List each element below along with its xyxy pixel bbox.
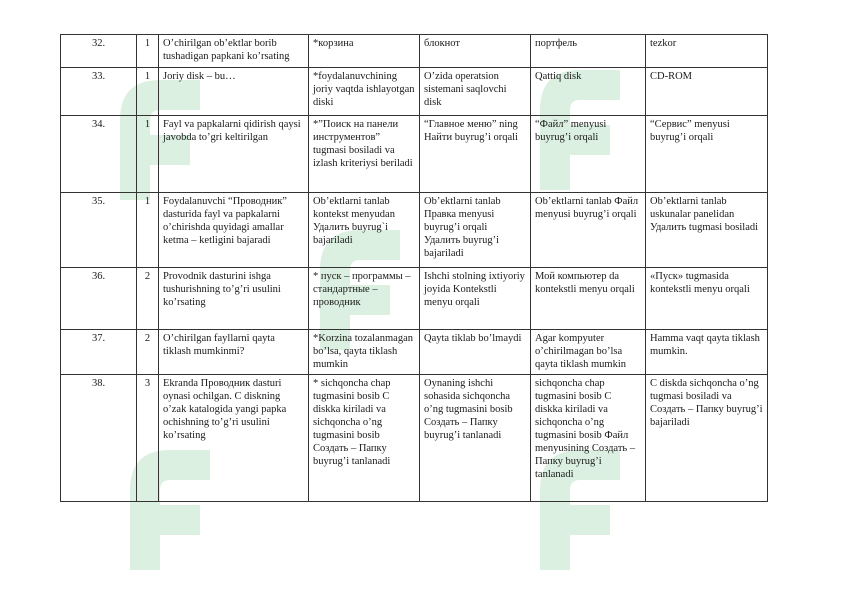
answer-option: Мой компьютер da kontekstli menyu orqali [531, 268, 646, 330]
answer-option: Ob’ektlarni tanlab Файл menyusi buyrug’i orqali [531, 193, 646, 268]
answer-option-correct: Ob’ektlarni tanlab kontekst menyudan Удалить buyrug`i bajariladi [309, 193, 420, 268]
question-row [61, 330, 768, 375]
answer-option-correct: * sichqoncha chap tugmasini bosib C diskka kiriladi va sichqoncha o’ng tugmasini bosib Создать – Папку buyrug’i tanlanadi [309, 375, 420, 502]
question-row [61, 116, 768, 193]
answer-option: O’zida operatsion sistemani saqlovchi disk [420, 68, 531, 116]
answer-option-correct: *корзина [309, 35, 420, 68]
answer-option: «Пуск» tugmasida kontekstli menyu orqali [646, 268, 768, 330]
question-number: 36. [61, 268, 137, 330]
question-text: Joriy disk – bu… [159, 68, 309, 116]
answer-option: Agar kompyuter o’chirilmagan bo’lsa qayta tiklash mumkin [531, 330, 646, 375]
answer-option: sichqoncha chap tugmasini bosib C diskka kiriladi va sichqoncha o’ng tugmasini bosib Файл menyusining Создать – Папку buyrug’i tanlanadi [531, 375, 646, 502]
answer-option: “Главное меню” ning Найти buyrug’i orqali [420, 116, 531, 193]
difficulty-level: 2 [137, 330, 159, 375]
question-text: O’chirilgan fayllarni qayta tiklash mumkinmi? [159, 330, 309, 375]
question-row [61, 268, 768, 330]
question-number: 38. [61, 375, 137, 502]
answer-option: Ob’ektlarni tanlab Правка menyusi buyrug’i orqali Удалить buyrug’i bajariladi [420, 193, 531, 268]
question-text: Fayl va papkalarni qidirish qaysi javobda to’gri keltirilgan [159, 116, 309, 193]
answer-option: Ishchi stolning ixtiyoriy joyida Kontekstli menyu orqali [420, 268, 531, 330]
difficulty-level: 1 [137, 116, 159, 193]
answer-option: блокнот [420, 35, 531, 68]
answer-option-correct: * пуск – программы – стандартные – проводник [309, 268, 420, 330]
answer-option: Oynaning ishchi sohasida sichqoncha o’ng tugmasini bosib Создать – Папку buyrug’i tanlanadi [420, 375, 531, 502]
difficulty-level: 1 [137, 68, 159, 116]
question-text: O’chirilgan ob’ektlar borib tushadigan papkani ko’rsating [159, 35, 309, 68]
answer-option: Ob’ektlarni tanlab uskunalar panelidan Удалить tugmasi bosiladi [646, 193, 768, 268]
answer-option: CD-ROM [646, 68, 768, 116]
questions-table [60, 34, 768, 502]
question-text: Ekranda Проводник dasturi oynasi ochilgan. C diskning o’zak katalogida yangi papka ochishning to’g’ri usulini ko’rsating [159, 375, 309, 502]
question-number: 35. [61, 193, 137, 268]
answer-option: Qattiq disk [531, 68, 646, 116]
answer-option: Hamma vaqt qayta tiklash mumkin. [646, 330, 768, 375]
question-text: Foydalanuvchi “Проводник” dasturida fayl va papkalarni o’chirishda quyidagi amallar ketma – ketligini bajaradi [159, 193, 309, 268]
difficulty-level: 1 [137, 193, 159, 268]
question-number: 34. [61, 116, 137, 193]
answer-option: Qayta tiklab bo’lmaydi [420, 330, 531, 375]
question-number: 32. [61, 35, 137, 68]
question-text: Provodnik dasturini ishga tushurishning to’g’ri usulini ko’rsating [159, 268, 309, 330]
answer-option-correct: *Korzina tozalanmagan bo’lsa, qayta tiklash mumkin [309, 330, 420, 375]
difficulty-level: 2 [137, 268, 159, 330]
question-number: 33. [61, 68, 137, 116]
question-row [61, 68, 768, 116]
answer-option-correct: *”Поиск на панели инструментов” tugmasi bosiladi va izlash kriteriysi beriladi [309, 116, 420, 193]
question-row [61, 375, 768, 502]
answer-option: tezkor [646, 35, 768, 68]
question-row [61, 193, 768, 268]
difficulty-level: 1 [137, 35, 159, 68]
question-row [61, 35, 768, 68]
question-number: 37. [61, 330, 137, 375]
answer-option: “Сервис” menyusi buyrug’i orqali [646, 116, 768, 193]
answer-option: “Файл” menyusi buyrug’i orqali [531, 116, 646, 193]
answer-option: портфель [531, 35, 646, 68]
difficulty-level: 3 [137, 375, 159, 502]
answer-option-correct: *foydalanuvchining joriy vaqtda ishlayotgan diski [309, 68, 420, 116]
answer-option: C diskda sichqoncha o’ng tugmasi bosiladi va Создать – Папку buyrug’i bajariladi [646, 375, 768, 502]
